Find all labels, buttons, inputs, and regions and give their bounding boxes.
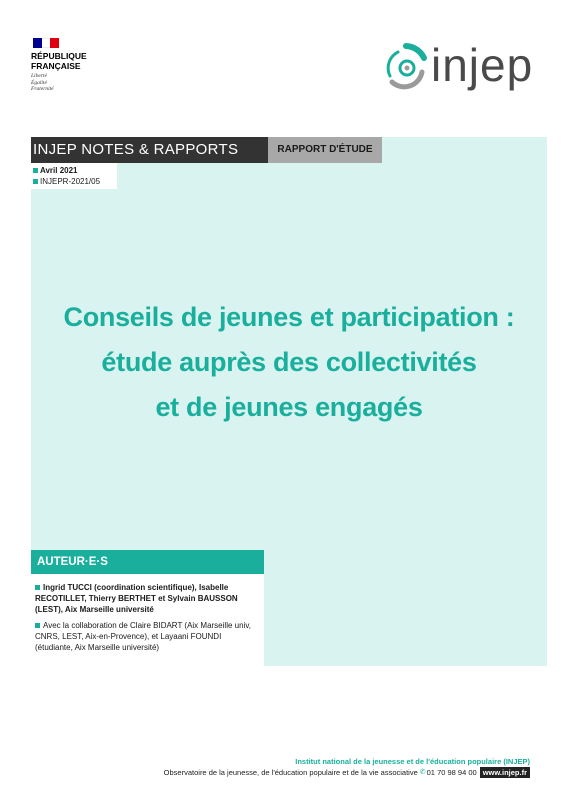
document-title-line3: et de jeunes engagés: [155, 392, 423, 422]
square-bullet-icon: [35, 585, 40, 590]
authors-body: [31, 574, 264, 653]
injep-logo: [384, 40, 544, 96]
publication-meta: [31, 163, 117, 189]
republique-francaise-logo: [31, 38, 111, 93]
footer-observatory: Observatoire de la jeunesse, de l'éducation populaire et de la vie associative: [163, 768, 418, 777]
document-title-line2: étude auprès des collectivités: [101, 347, 477, 377]
authors-collaboration-text: Avec la collaboration de Claire BIDART (Aix Marseille univ, CNRS, LEST, Aix-en-Provence), et Layaani FOUNDI (étudiante, Aix Marseille université): [35, 621, 251, 652]
authors-box: [31, 550, 264, 666]
phone-icon: ✆: [419, 769, 426, 776]
series-label: INJEP NOTES & RAPPORTS: [31, 137, 268, 163]
footer-phone: 01 70 98 94 00: [426, 768, 477, 777]
republique-title-line1: RÉPUBLIQUE: [31, 51, 87, 61]
motto-egalite: Égalité: [31, 79, 47, 86]
motto-liberte: Liberté: [31, 73, 47, 79]
publication-reference: [33, 176, 117, 187]
injep-logo-text: injep: [431, 39, 534, 91]
square-bullet-icon: [33, 179, 38, 184]
publication-date: [33, 165, 117, 176]
republique-title-line2: FRANÇAISE: [31, 60, 81, 71]
motto-fraternite: Fraternité: [31, 86, 54, 92]
republique-motto: [31, 73, 111, 93]
authors-collaboration: [35, 620, 256, 653]
authors-heading: AUTEUR·E·S: [31, 550, 264, 574]
french-flag-icon: [33, 38, 59, 48]
series-banner: [31, 137, 382, 163]
authors-main: [35, 582, 256, 615]
footer-contact: [164, 767, 530, 778]
footer: [164, 757, 530, 778]
authors-main-text: Ingrid TUCCI (coordination scientifique), Isabelle RECOTILLET, Thierry BERTHET et Sylvain BAUSSON (LEST), Aix Marseille université: [35, 583, 238, 614]
square-bullet-icon: [35, 623, 40, 628]
footer-website-link[interactable]: www.injep.fr: [480, 767, 530, 778]
republique-title: [31, 52, 111, 71]
document-title-line1: Conseils de jeunes et participation :: [63, 302, 515, 332]
square-bullet-icon: [33, 168, 38, 173]
publication-reference-text: INJEPR-2021/05: [40, 177, 101, 186]
document-title: [40, 295, 538, 430]
footer-institute: Institut national de la jeunesse et de l'éducation populaire (INJEP): [295, 757, 530, 766]
publication-date-text: Avril 2021: [40, 166, 78, 175]
report-type-label: RAPPORT D'ÉTUDE: [268, 137, 382, 163]
injep-spiral-icon: [384, 42, 428, 92]
